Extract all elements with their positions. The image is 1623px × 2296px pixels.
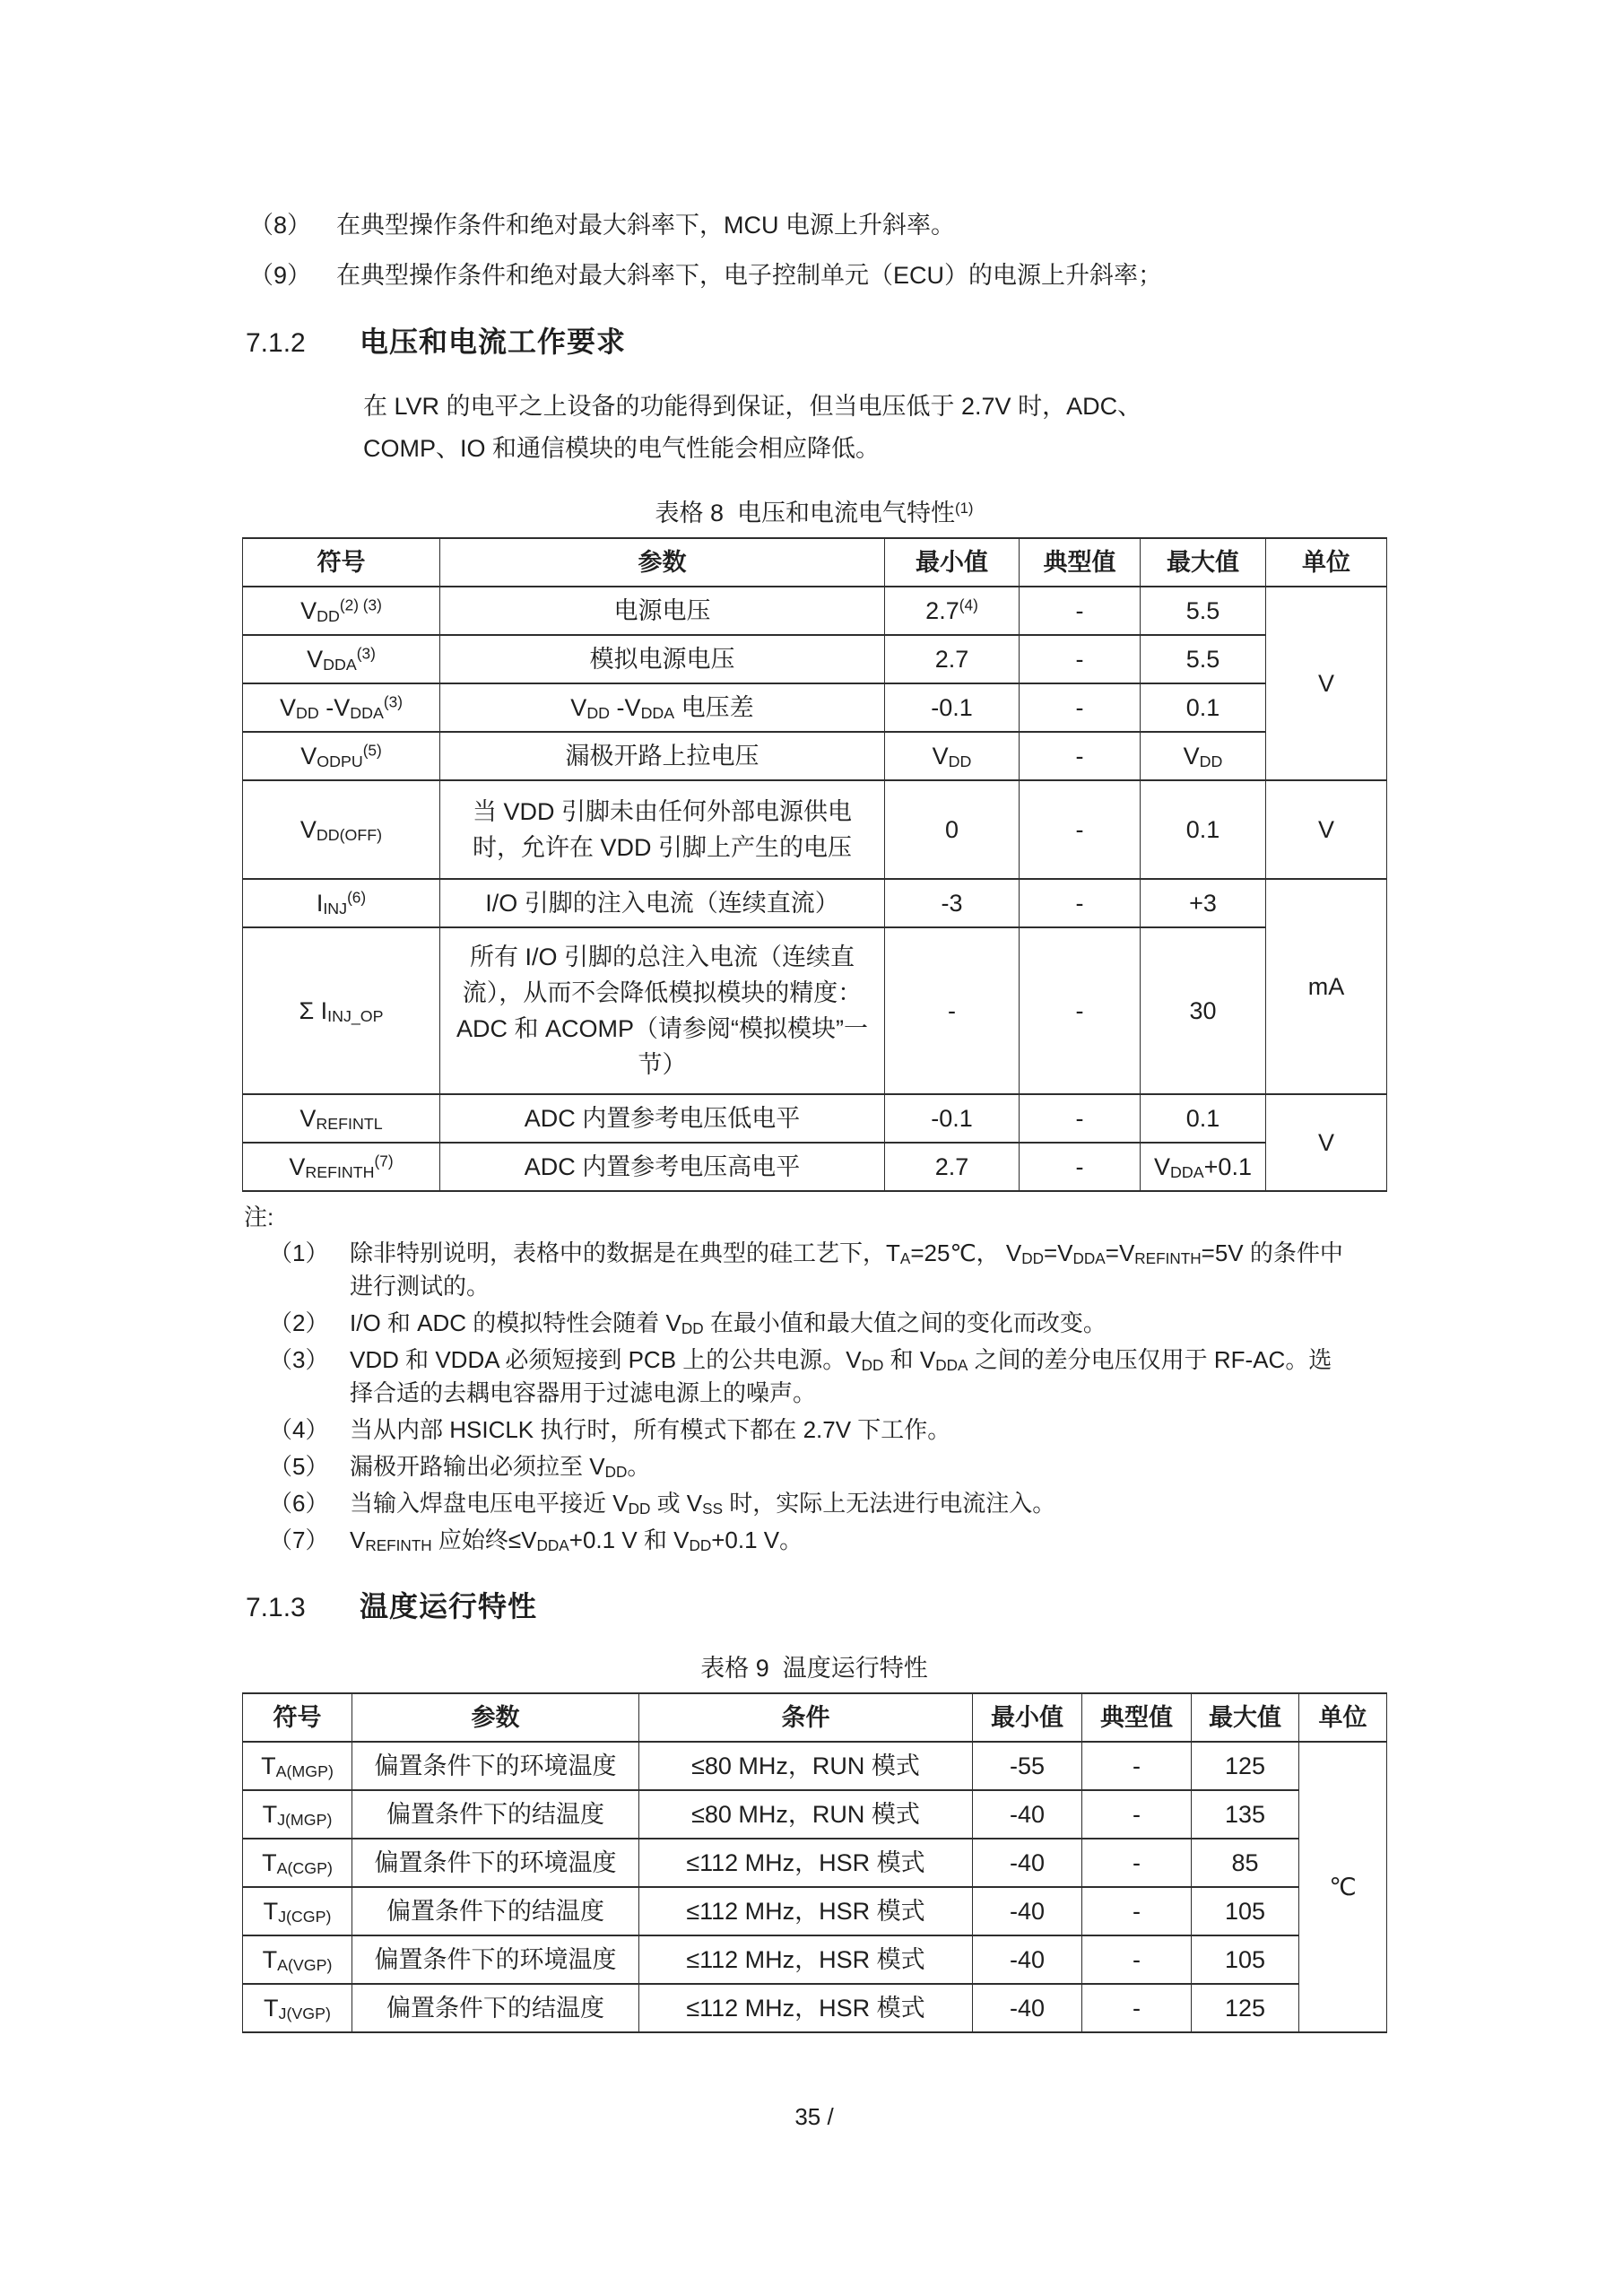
cell-unit: mA — [1266, 879, 1387, 1094]
note-text: 在典型操作条件和绝对最大斜率下，MCU 电源上升斜率。 — [336, 212, 955, 239]
table-row — [243, 732, 1387, 780]
page-number: 35 / — [794, 2103, 834, 2130]
cell-typ: - — [1020, 635, 1141, 683]
note-marker: （1） — [269, 1239, 329, 1266]
cell-symbol: $V_{DDA}^{(3)}$ — [243, 635, 440, 683]
cell-param: ADC 内置参考电压低电平 — [440, 1094, 885, 1143]
cell-max: 125 — [1192, 1742, 1299, 1790]
note-marker: （8） — [249, 212, 312, 239]
cell-max: 0.1 — [1141, 780, 1266, 879]
top-numbered-notes — [242, 208, 1386, 292]
column-header: 参数 — [352, 1693, 639, 1742]
cell-cond: ≤80 MHz，RUN 模式 — [639, 1790, 973, 1839]
table9-body — [243, 1742, 1387, 2032]
column-header: 最大值 — [1141, 538, 1266, 587]
column-header: 符号 — [243, 1693, 352, 1742]
cell-min: 2.7 — [885, 635, 1020, 683]
cell-min: 2.7$^{(4)}$ — [885, 587, 1020, 635]
table-row — [243, 1984, 1387, 2032]
voltage-current-table — [242, 537, 1387, 1192]
cell-min: -40 — [973, 1839, 1082, 1887]
cell-min: - — [885, 927, 1020, 1094]
note-item — [242, 1307, 1386, 1340]
cell-min: -0.1 — [885, 683, 1020, 732]
cell-min: -55 — [973, 1742, 1082, 1790]
cell-param: 偏置条件下的环境温度 — [352, 1742, 639, 1790]
column-header: 典型值 — [1082, 1693, 1192, 1742]
cell-max: 5.5 — [1141, 587, 1266, 635]
cell-min: -0.1 — [885, 1094, 1020, 1143]
cell-cond: ≤112 MHz，HSR 模式 — [639, 1887, 973, 1935]
column-header: 最小值 — [885, 538, 1020, 587]
cell-symbol: $V_{ODPU}^{(5)}$ — [243, 732, 440, 780]
cell-max: 0.1 — [1141, 1094, 1266, 1143]
cell-min: -40 — [973, 1935, 1082, 1984]
cell-symbol: $T_{J(CGP)}$ — [243, 1887, 352, 1935]
note-marker: （7） — [269, 1526, 329, 1553]
column-header: 符号 — [243, 538, 440, 587]
cell-unit: ℃ — [1299, 1742, 1387, 2032]
cell-typ: - — [1020, 927, 1141, 1094]
cell-typ: - — [1082, 1935, 1192, 1984]
header-row — [243, 538, 1387, 587]
cell-max: 5.5 — [1141, 635, 1266, 683]
table-row — [243, 1839, 1387, 1887]
footnotes-label: 注: — [244, 1204, 274, 1231]
note-text: 除非特别说明，表格中的数据是在典型的硅工艺下，$T_A=25℃$， $V_{DD}=V_{DDA}=V_{REFINTH}=5V$ 的条件中 进行测试的。 — [350, 1239, 1343, 1300]
note-text: I/O 和 ADC 的模拟特性会随着 $V_{DD}$ 在最小值和最大值之间的变化而改变。 — [350, 1309, 1107, 1338]
note-text: 在典型操作条件和绝对最大斜率下，电子控制单元（ECU）的电源上升斜率； — [336, 262, 1163, 289]
cell-symbol: $V_{REFINTH}^{(7)}$ — [243, 1143, 440, 1191]
note-item — [242, 1450, 1386, 1483]
column-header: 参数 — [440, 538, 885, 587]
note-item — [242, 258, 1386, 292]
table8-caption: 表格 8 电压和电流电气特性$^{(1)}$ — [655, 499, 974, 526]
table-row — [243, 1143, 1387, 1191]
cell-param: I/O 引脚的注入电流（连续直流） — [440, 879, 885, 927]
cell-param: 偏置条件下的结温度 — [352, 1790, 639, 1839]
cell-min: $V_{DD}$ — [885, 732, 1020, 780]
section-title: 电压和电流工作要求 — [360, 326, 627, 358]
cell-min: -3 — [885, 879, 1020, 927]
cell-max: 0.1 — [1141, 683, 1266, 732]
cell-min: -40 — [973, 1887, 1082, 1935]
cell-symbol: $V_{DD(OFF)}$ — [243, 780, 440, 879]
table8-body — [243, 587, 1387, 1191]
cell-min: -40 — [973, 1790, 1082, 1839]
table-row — [243, 1742, 1387, 1790]
cell-typ: - — [1020, 780, 1141, 879]
cell-typ: - — [1020, 683, 1141, 732]
note-item — [242, 1237, 1386, 1303]
cell-param: 所有 I/O 引脚的总注入电流（连续直流），从而不会降低模拟模块的精度：ADC 和 ACOMP（请参阅“模拟模块”一节） — [440, 927, 885, 1094]
footnotes-list — [242, 1237, 1386, 1557]
page-content — [242, 208, 1386, 2033]
cell-max: +3 — [1141, 879, 1266, 927]
cell-typ: - — [1020, 587, 1141, 635]
cell-symbol: $V_{REFINTL}$ — [243, 1094, 440, 1143]
cell-max: $V_{DDA}+0.1$ — [1141, 1143, 1266, 1191]
table8-header — [243, 538, 1387, 587]
column-header: 最小值 — [973, 1693, 1082, 1742]
table-row — [243, 1935, 1387, 1984]
cell-typ: - — [1020, 732, 1141, 780]
cell-typ: - — [1082, 1790, 1192, 1839]
cell-typ: - — [1020, 1094, 1141, 1143]
cell-cond: ≤112 MHz，HSR 模式 — [639, 1839, 973, 1887]
cell-symbol: $I_{INJ}^{(6)}$ — [243, 879, 440, 927]
cell-max: $V_{DD}$ — [1141, 732, 1266, 780]
note-marker: （4） — [269, 1416, 329, 1443]
intro-paragraph: 在 LVR 的电平之上设备的功能得到保证，但当电压低于 2.7V 时，ADC、 COMP、IO 和通信模块的电气性能会相应降低。 — [363, 393, 1142, 462]
cell-max: 135 — [1192, 1790, 1299, 1839]
note-text: 漏极开路输出必须拉至 $V_{DD}$。 — [350, 1453, 651, 1482]
cell-min: 0 — [885, 780, 1020, 879]
cell-max: 30 — [1141, 927, 1266, 1094]
table-row — [243, 635, 1387, 683]
note-marker: （3） — [269, 1346, 329, 1373]
column-header: 最大值 — [1192, 1693, 1299, 1742]
cell-cond: ≤80 MHz，RUN 模式 — [639, 1742, 973, 1790]
table-row — [243, 587, 1387, 635]
cell-typ: - — [1082, 1839, 1192, 1887]
note-item — [242, 1487, 1386, 1520]
cell-typ: - — [1020, 879, 1141, 927]
cell-min: -40 — [973, 1984, 1082, 2032]
cell-param: 偏置条件下的结温度 — [352, 1984, 639, 2032]
section-heading-713 — [242, 1584, 1386, 1625]
cell-typ: - — [1020, 1143, 1141, 1191]
cell-unit: V — [1266, 587, 1387, 780]
cell-symbol: $T_{A(CGP)}$ — [243, 1839, 352, 1887]
note-marker: （9） — [249, 262, 312, 289]
table-row — [243, 780, 1387, 879]
temperature-table — [242, 1692, 1387, 2033]
cell-param: $V_{DD}$ $-V_{DDA}$ 电压差 — [440, 683, 885, 732]
cell-max: 105 — [1192, 1935, 1299, 1984]
cell-param: 偏置条件下的环境温度 — [352, 1935, 639, 1984]
cell-symbol: Σ $I_{INJ\_OP}$ — [243, 927, 440, 1094]
column-header: 单位 — [1299, 1693, 1387, 1742]
cell-typ: - — [1082, 1887, 1192, 1935]
section-number: 7.1.3 — [246, 1593, 306, 1622]
cell-symbol: $V_{DD}^{(2) (3)}$ — [243, 587, 440, 635]
note-text: 当输入焊盘电压电平接近 $V_{DD}$ 或 $V_{SS}$ 时，实际上无法进行电流注入。 — [350, 1490, 1056, 1518]
note-marker: （2） — [269, 1309, 329, 1336]
column-header: 单位 — [1266, 538, 1387, 587]
table9-caption: 表格 9 温度运行特性 — [700, 1655, 928, 1682]
table-row — [243, 1094, 1387, 1143]
cell-min: 2.7 — [885, 1143, 1020, 1191]
cell-symbol: $T_{A(MGP)}$ — [243, 1742, 352, 1790]
table-row — [243, 1790, 1387, 1839]
note-item — [242, 1344, 1386, 1410]
table-row — [243, 927, 1387, 1094]
footnotes-block — [242, 1201, 1386, 1557]
column-header: 条件 — [639, 1693, 973, 1742]
cell-cond: ≤112 MHz，HSR 模式 — [639, 1935, 973, 1984]
note-item — [242, 208, 1386, 242]
cell-typ: - — [1082, 1984, 1192, 2032]
cell-param: 电源电压 — [440, 587, 885, 635]
cell-symbol: $T_{J(VGP)}$ — [243, 1984, 352, 2032]
cell-param: 模拟电源电压 — [440, 635, 885, 683]
section-title: 温度运行特性 — [360, 1590, 538, 1622]
section-heading-712 — [242, 319, 1386, 361]
cell-max: 85 — [1192, 1839, 1299, 1887]
cell-param: 当 VDD 引脚未由任何外部电源供电时，允许在 VDD 引脚上产生的电压 — [440, 780, 885, 879]
table-row — [243, 683, 1387, 732]
cell-typ: - — [1082, 1742, 1192, 1790]
note-item — [242, 1524, 1386, 1557]
cell-symbol: $T_{J(MGP)}$ — [243, 1790, 352, 1839]
note-marker: （6） — [269, 1490, 329, 1517]
cell-symbol: $V_{DD}$ $-V_{DDA}^{(3)}$ — [243, 683, 440, 732]
cell-max: 125 — [1192, 1984, 1299, 2032]
cell-unit: V — [1266, 780, 1387, 879]
cell-param: 偏置条件下的结温度 — [352, 1887, 639, 1935]
table9-header — [243, 1693, 1387, 1742]
note-text: $V_{REFINTH}$ 应始终$\le V_{DDA}+0.1$ V 和 $V_{DD}+0.1$ V。 — [350, 1526, 803, 1555]
cell-max: 105 — [1192, 1887, 1299, 1935]
note-item — [242, 1413, 1386, 1447]
note-marker: （5） — [269, 1453, 329, 1480]
table-row — [243, 879, 1387, 927]
cell-param: 漏极开路上拉电压 — [440, 732, 885, 780]
table-row — [243, 1887, 1387, 1935]
note-text: VDD 和 VDDA 必须短接到 PCB 上的公共电源。$V_{DD}$ 和 $V_{DDA}$ 之间的差分电压仅用于 RF-AC。选 择合适的去耦电容器用于过滤电源上的噪声。 — [350, 1346, 1332, 1406]
cell-unit: V — [1266, 1094, 1387, 1191]
header-row — [243, 1693, 1387, 1742]
section-number: 7.1.2 — [246, 328, 306, 358]
cell-param: 偏置条件下的环境温度 — [352, 1839, 639, 1887]
cell-param: ADC 内置参考电压高电平 — [440, 1143, 885, 1191]
note-text: 当从内部 HSICLK 执行时，所有模式下都在 2.7V 下工作。 — [350, 1416, 951, 1443]
cell-cond: ≤112 MHz，HSR 模式 — [639, 1984, 973, 2032]
column-header: 典型值 — [1020, 538, 1141, 587]
cell-symbol: $T_{A(VGP)}$ — [243, 1935, 352, 1984]
